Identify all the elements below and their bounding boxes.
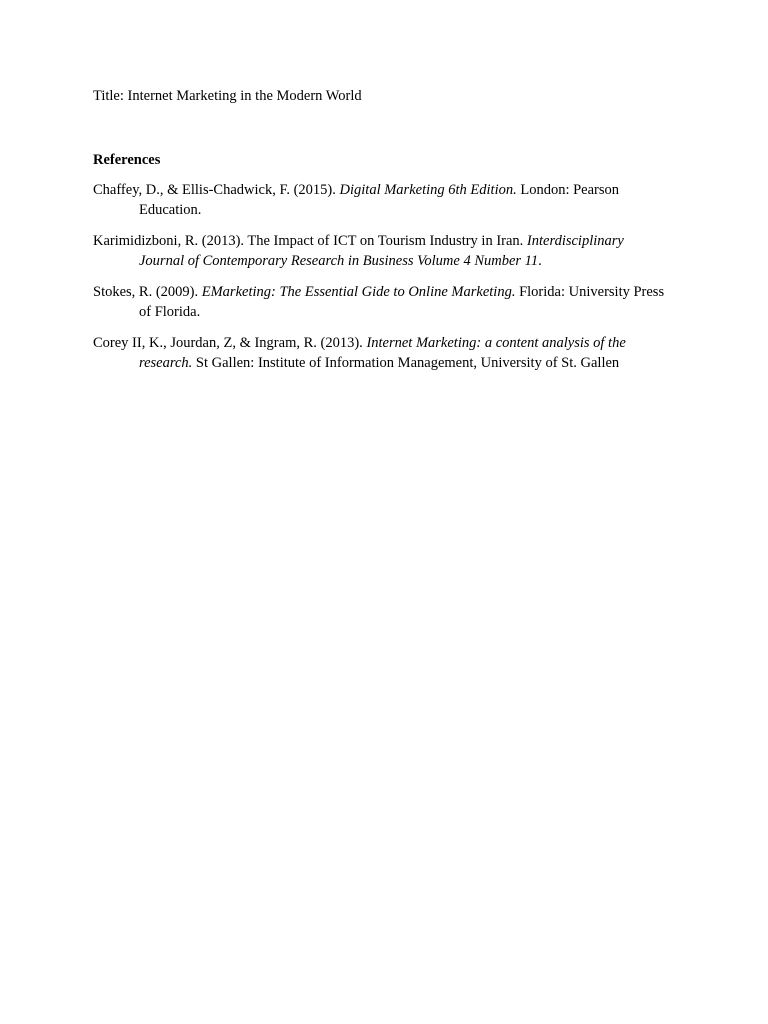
reference-authors-year: Corey II, K., Jourdan, Z, & Ingram, R. (2013). — [93, 335, 367, 351]
reference-work-title: Digital Marketing 6th Edition. — [339, 182, 517, 198]
reference-entry — [93, 333, 668, 373]
reference-entry — [93, 282, 668, 322]
reference-entry — [93, 180, 668, 220]
reference-work-title: Internet Marketing: a content analysis of the research. — [139, 335, 626, 371]
reference-authors-year: Chaffey, D., & Ellis-Chadwick, F. (2015). — [93, 182, 340, 198]
reference-work-title: EMarketing: The Essential Gide to Online Marketing. — [201, 284, 516, 300]
reference-authors-year: Stokes, R. (2009). — [93, 284, 202, 300]
reference-publisher: London: Pearson Education. — [139, 182, 620, 218]
reference-list — [93, 180, 668, 384]
reference-entry — [93, 231, 668, 271]
document-title: Title: Internet Marketing in the Modern World — [93, 88, 362, 104]
reference-work-title: Interdisciplinary Journal of Contemporary Research in Business Volume 4 Number 11 — [139, 233, 624, 269]
references-heading: References — [93, 152, 161, 168]
reference-authors-year: Karimidizboni, R. (2013). The Impact of ICT on Tourism Industry in Iran. — [93, 233, 527, 249]
reference-publisher: Florida: University Press of Florida. — [139, 284, 665, 320]
reference-publisher: . — [538, 253, 542, 269]
reference-publisher: St Gallen: Institute of Information Management, University of St. Gallen — [192, 355, 620, 371]
